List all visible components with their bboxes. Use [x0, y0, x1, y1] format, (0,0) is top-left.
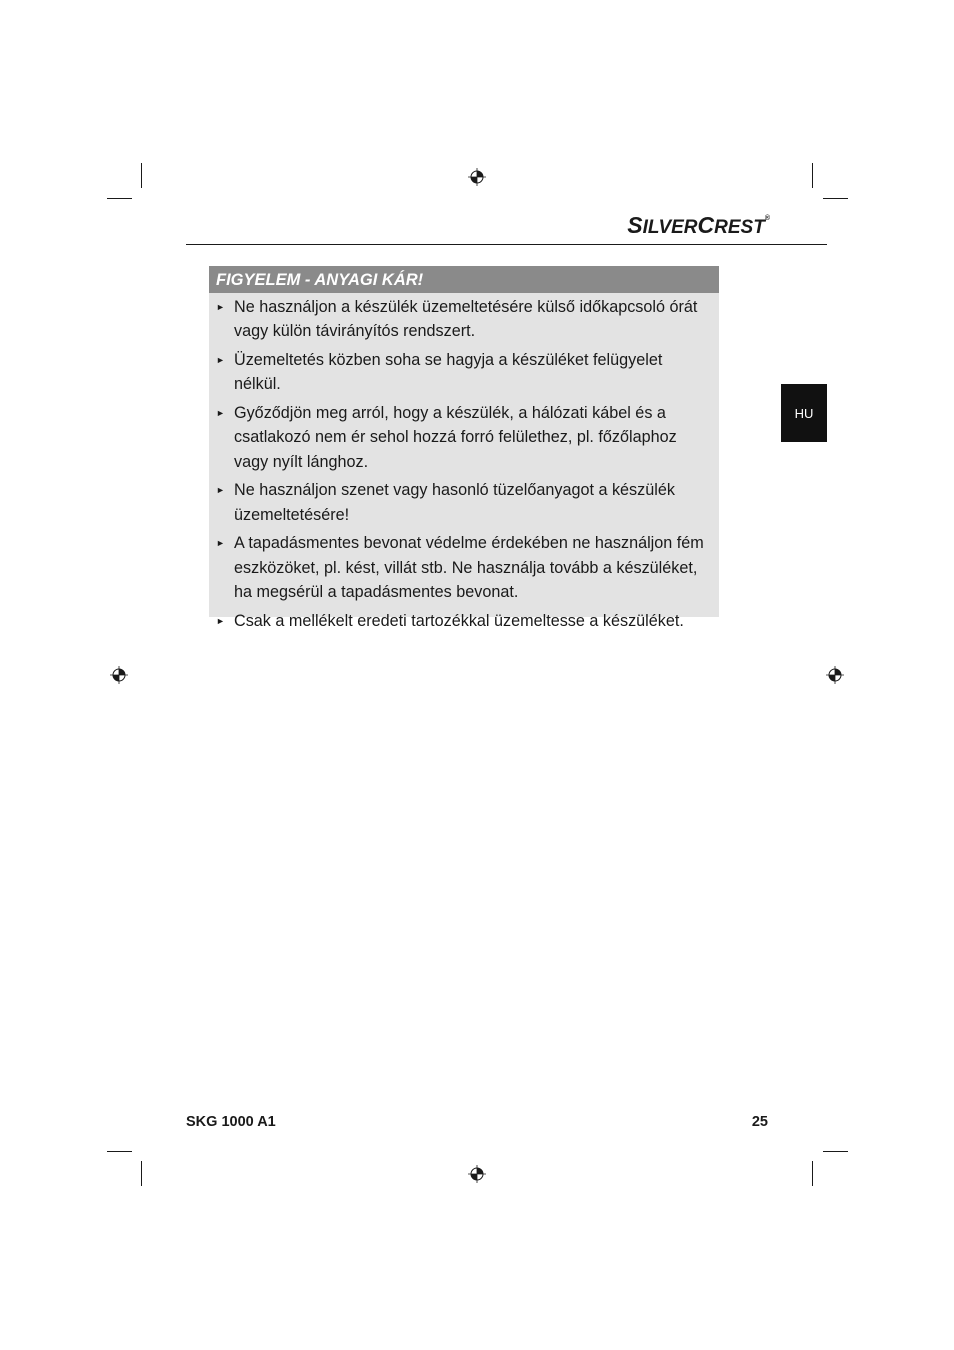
warning-heading: FIGYELEM - ANYAGI KÁR!: [209, 266, 719, 293]
bullet-arrow-icon: ►: [216, 615, 225, 626]
list-item: ► A tapadásmentes bevonat védelme érdekében ne használjon fém eszközöket, pl. kést, villát stb. Ne használja tovább a készüléket, ha megsérül a tapadásmentes bevonat.: [216, 531, 713, 604]
list-item: ► Ne használjon a készülék üzemeltetésére külső időkapcsoló órát vagy külön távirányítós rendszert.: [216, 295, 713, 344]
footer-model-number: SKG 1000 A1: [186, 1114, 276, 1130]
language-tab: HU: [781, 384, 827, 442]
bullet-arrow-icon: ►: [216, 302, 225, 312]
crop-mark: [812, 1161, 813, 1186]
registration-mark-icon: [468, 168, 486, 186]
crop-mark: [141, 1161, 142, 1186]
brand-logo: SILVERCREST®: [627, 212, 770, 238]
header-divider: [186, 244, 827, 245]
registration-mark-icon: [468, 1165, 486, 1183]
warning-list: [209, 293, 719, 633]
registration-mark-icon: [826, 666, 844, 684]
crop-mark: [107, 1151, 132, 1152]
registration-mark-icon: [110, 666, 128, 684]
crop-mark: [823, 1151, 848, 1152]
crop-mark: [141, 163, 142, 188]
crop-mark: [812, 163, 813, 188]
list-item: ► Ne használjon szenet vagy hasonló tüzelőanyagot a készülék üzemeltetésére!: [216, 478, 713, 527]
bullet-arrow-icon: ►: [216, 538, 225, 549]
list-item: ► Üzemeltetés közben soha se hagyja a készüléket felügyelet nélkül.: [216, 348, 713, 397]
crop-mark: [823, 198, 848, 199]
list-item: ► Csak a mellékelt eredeti tartozékkal üzemeltesse a készüléket.: [216, 609, 713, 633]
bullet-arrow-icon: ►: [216, 354, 225, 365]
page-number: 25: [751, 1114, 768, 1130]
warning-box: [209, 266, 719, 630]
bullet-arrow-icon: ►: [216, 407, 225, 418]
crop-mark: [107, 198, 132, 199]
bullet-arrow-icon: ►: [216, 485, 225, 496]
list-item: ► Győződjön meg arról, hogy a készülék, a hálózati kábel és a csatlakozó nem ér sehol hozzá forró felülethez, pl. főzőlaphoz vagy nyílt lánghoz.: [216, 401, 713, 474]
